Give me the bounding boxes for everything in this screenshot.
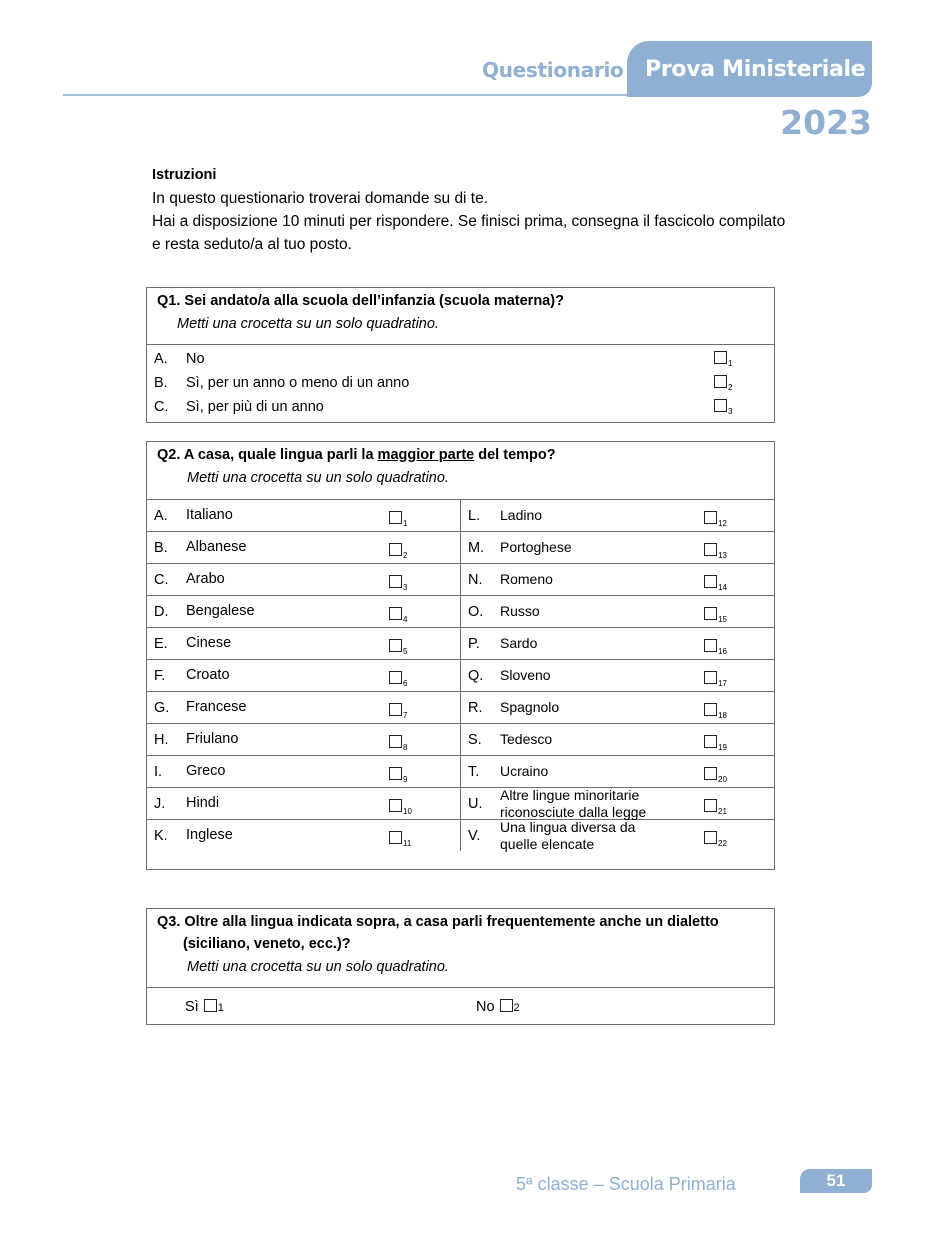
q2-option[interactable]	[461, 500, 775, 532]
checkbox[interactable]	[704, 671, 717, 684]
option-letter: B.	[154, 539, 168, 556]
q1-option[interactable]	[147, 347, 774, 371]
option-code: 3	[728, 406, 733, 416]
q2-option[interactable]	[147, 500, 461, 532]
option-label: Ladino	[500, 507, 543, 523]
checkbox[interactable]	[389, 831, 402, 844]
q3-option-no[interactable]	[476, 999, 520, 1015]
q2-option[interactable]	[147, 724, 461, 756]
option-letter: R.	[468, 699, 483, 716]
option-code: 1	[217, 1001, 224, 1014]
header-year: 2023	[780, 103, 872, 142]
checkbox[interactable]	[704, 511, 717, 524]
option-label: Inglese	[186, 827, 233, 843]
q2-option[interactable]	[461, 628, 775, 660]
q1-header	[147, 288, 774, 345]
q1-title	[157, 290, 766, 312]
checkbox[interactable]	[704, 735, 717, 748]
option-code: 12	[718, 519, 727, 528]
checkbox[interactable]	[704, 575, 717, 588]
option-letter: Q.	[468, 667, 484, 684]
q2-option[interactable]	[461, 660, 775, 692]
q2-option[interactable]	[461, 820, 775, 851]
option-code: 1	[728, 358, 733, 368]
option-label: No	[186, 351, 205, 367]
checkbox[interactable]	[500, 999, 513, 1012]
option-letter: H.	[154, 731, 169, 748]
q3-title	[157, 911, 766, 955]
option-code: 5	[403, 647, 408, 656]
checkbox[interactable]	[389, 735, 402, 748]
instructions-line: In questo questionario troverai domande su di te.	[152, 190, 489, 207]
q2-number: Q2.	[157, 447, 181, 463]
option-letter: O.	[468, 603, 484, 620]
option-code: 2	[403, 551, 408, 560]
q2-option[interactable]	[461, 564, 775, 596]
option-letter: N.	[468, 571, 483, 588]
checkbox[interactable]	[389, 703, 402, 716]
question-q2	[146, 441, 775, 870]
option-letter: A.	[154, 507, 168, 524]
q3-text-line1: Oltre alla lingua indicata sopra, a casa parli frequentemente anche un dialetto	[184, 914, 719, 930]
checkbox[interactable]	[704, 639, 717, 652]
option-label: Bengalese	[186, 603, 255, 619]
checkbox[interactable]	[704, 767, 717, 780]
q3-number: Q3.	[157, 914, 181, 930]
option-code: 17	[718, 679, 727, 688]
option-letter: B.	[154, 375, 168, 391]
q2-option[interactable]	[147, 564, 461, 596]
option-label: Sardo	[500, 635, 538, 651]
option-label: Hindi	[186, 795, 220, 811]
option-label: Sì	[185, 998, 199, 1015]
page-number: 51	[800, 1169, 872, 1193]
option-label: Francese	[186, 699, 247, 715]
checkbox[interactable]	[704, 607, 717, 620]
q1-instruction: Metti una crocetta su un solo quadratino.	[177, 316, 439, 332]
checkbox[interactable]	[389, 639, 402, 652]
option-label: Sì, per un anno o meno di un anno	[186, 375, 410, 391]
option-label: Cinese	[186, 635, 232, 651]
option-label-line2: riconosciute dalla legge	[500, 803, 647, 820]
question-q1	[146, 287, 775, 423]
checkbox[interactable]	[714, 399, 727, 412]
q3-option-yes[interactable]	[147, 999, 476, 1015]
checkbox[interactable]	[204, 999, 217, 1012]
option-label: Greco	[186, 763, 226, 779]
option-letter: F.	[154, 667, 166, 684]
option-code: 14	[718, 583, 727, 592]
q2-header	[147, 442, 774, 500]
checkbox[interactable]	[389, 767, 402, 780]
option-label: Spagnolo	[500, 699, 560, 715]
checkbox[interactable]	[389, 799, 402, 812]
option-code: 13	[718, 551, 727, 560]
option-label: Italiano	[186, 507, 233, 523]
option-label: Sì, per più di un anno	[186, 399, 324, 415]
option-code: 15	[718, 615, 727, 624]
checkbox[interactable]	[389, 607, 402, 620]
option-letter: C.	[154, 571, 169, 588]
option-letter: G.	[154, 699, 170, 716]
q2-option[interactable]	[147, 788, 461, 820]
instructions-title: Istruzioni	[152, 167, 217, 183]
checkbox[interactable]	[389, 671, 402, 684]
option-letter: I.	[154, 763, 163, 780]
option-code: 9	[403, 775, 408, 784]
option-letter: D.	[154, 603, 169, 620]
q1-text: Sei andato/a alla scuola dell’infanzia (scuola materna)?	[184, 293, 564, 309]
option-label-line2: quelle elencate	[500, 835, 595, 852]
checkbox[interactable]	[714, 375, 727, 388]
q3-instruction: Metti una crocetta su un solo quadratino.	[187, 959, 449, 975]
option-code: 19	[718, 743, 727, 752]
option-letter: U.	[468, 795, 483, 812]
option-code: 4	[403, 615, 408, 624]
option-label-line1: Una lingua diversa da	[500, 818, 636, 835]
checkbox[interactable]	[389, 543, 402, 556]
q2-text-after: del tempo?	[474, 447, 556, 463]
instructions	[152, 164, 792, 256]
option-letter: A.	[154, 351, 168, 367]
q2-option[interactable]	[147, 756, 461, 788]
option-label: Russo	[500, 603, 540, 619]
option-label: Friulano	[186, 731, 239, 747]
q2-option[interactable]	[147, 660, 461, 692]
checkbox[interactable]	[704, 703, 717, 716]
q3-text-line2: (siciliano, veneto, ecc.)?	[183, 936, 351, 952]
option-label: Croato	[186, 667, 230, 683]
option-letter: K.	[154, 827, 168, 844]
q3-options	[147, 988, 774, 1025]
q2-option[interactable]	[147, 820, 461, 851]
option-label: Albanese	[186, 539, 247, 555]
option-letter: E.	[154, 635, 168, 652]
option-letter: T.	[468, 763, 480, 780]
q2-text-before: A casa, quale lingua parli la	[183, 447, 378, 463]
option-letter: V.	[468, 827, 481, 844]
q3-header	[147, 909, 774, 988]
q2-option[interactable]	[461, 788, 775, 820]
q2-text-underlined: maggior parte	[377, 447, 475, 463]
option-code: 3	[403, 583, 408, 592]
header-tab-label: Prova Ministeriale	[645, 57, 866, 82]
option-code: 10	[403, 807, 412, 816]
checkbox[interactable]	[714, 351, 727, 364]
q1-number: Q1.	[157, 293, 181, 309]
option-code: 2	[513, 1001, 520, 1014]
option-code: 6	[403, 679, 408, 688]
q2-option[interactable]	[147, 596, 461, 628]
footer-label: 5ª classe – Scuola Primaria	[516, 1174, 736, 1194]
q2-option[interactable]	[461, 692, 775, 724]
header-tab	[627, 41, 872, 97]
option-label: Romeno	[500, 571, 553, 587]
option-code: 8	[403, 743, 408, 752]
q2-option[interactable]	[461, 596, 775, 628]
option-label: Arabo	[186, 571, 225, 587]
option-code: 2	[728, 382, 733, 392]
option-code: 22	[718, 839, 727, 848]
checkbox[interactable]	[389, 511, 402, 524]
checkbox[interactable]	[704, 543, 717, 556]
option-letter: L.	[468, 507, 481, 524]
q2-option[interactable]	[461, 756, 775, 788]
option-code: 16	[718, 647, 727, 656]
option-code: 18	[718, 711, 727, 720]
checkbox[interactable]	[389, 575, 402, 588]
option-letter: C.	[154, 399, 169, 415]
q1-option[interactable]	[147, 395, 774, 419]
option-label: Ucraino	[500, 763, 549, 779]
option-code: 21	[718, 807, 727, 816]
q2-option[interactable]	[461, 532, 775, 564]
option-letter: S.	[468, 731, 482, 748]
option-label-line1: Altre lingue minoritarie	[500, 786, 640, 803]
option-letter: J.	[154, 795, 166, 812]
checkbox[interactable]	[704, 831, 717, 844]
q2-instruction: Metti una crocetta su un solo quadratino.	[187, 470, 449, 486]
option-label: Tedesco	[500, 731, 553, 747]
q1-option[interactable]	[147, 371, 774, 395]
header-rule	[63, 94, 663, 96]
instructions-line: Hai a disposizione 10 minuti per rispondere. Se finisci prima, consegna il fascicolo compilato e resta seduto/a al tuo posto.	[152, 213, 786, 253]
q2-option[interactable]	[147, 692, 461, 724]
q2-title	[157, 444, 766, 466]
option-code: 1	[403, 519, 408, 528]
q2-options-grid	[147, 500, 774, 851]
option-label: Sloveno	[500, 667, 551, 683]
option-label: No	[476, 998, 495, 1015]
checkbox[interactable]	[704, 799, 717, 812]
q2-option[interactable]	[147, 628, 461, 660]
option-letter: P.	[468, 635, 480, 652]
option-code: 7	[403, 711, 408, 720]
option-label: Portoghese	[500, 539, 572, 555]
q2-option[interactable]	[147, 532, 461, 564]
option-code: 20	[718, 775, 727, 784]
question-q3	[146, 908, 775, 1025]
q2-option[interactable]	[461, 724, 775, 756]
option-letter: M.	[468, 539, 485, 556]
header-section-label: Questionario	[482, 58, 624, 82]
option-code: 11	[403, 839, 412, 848]
